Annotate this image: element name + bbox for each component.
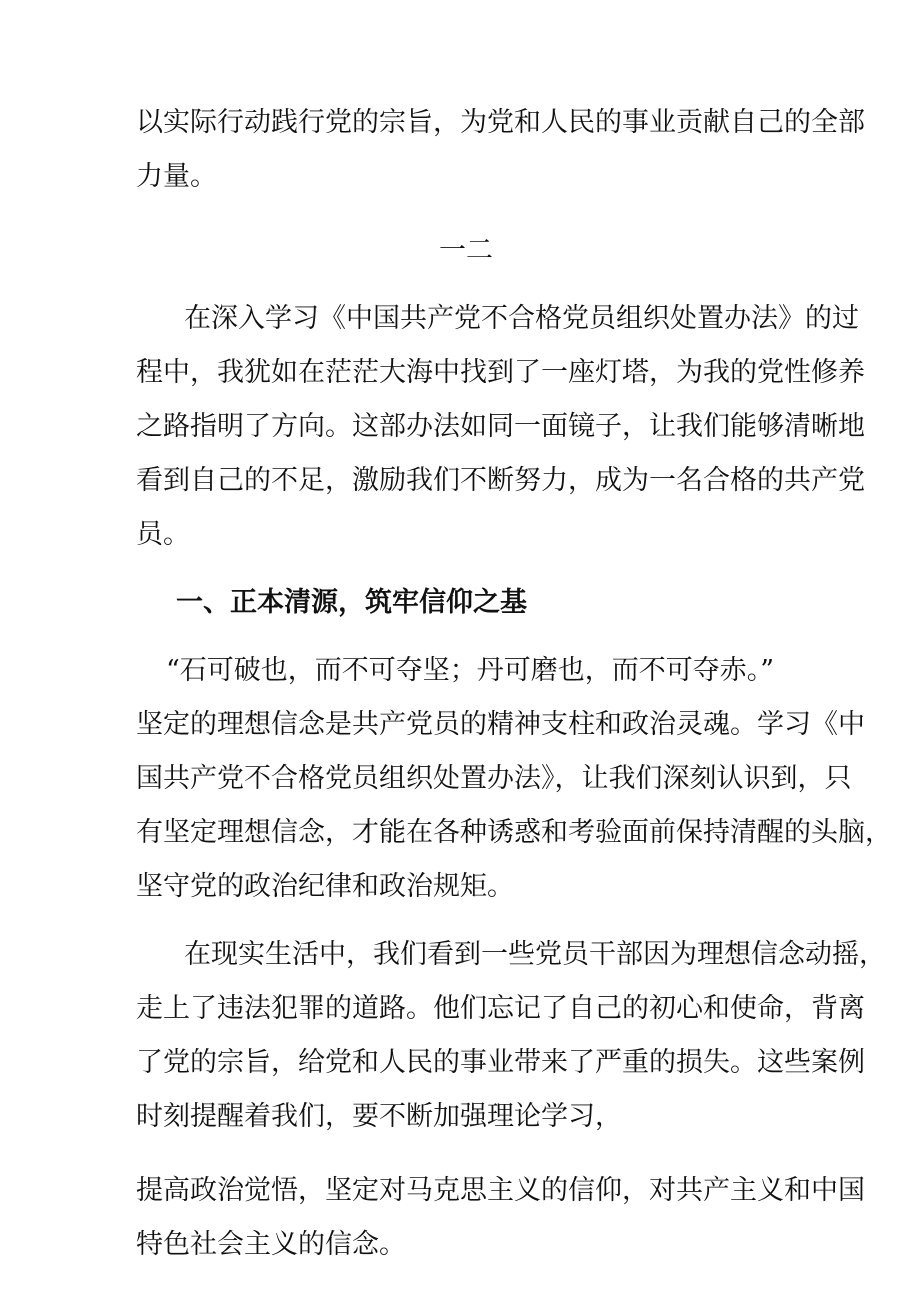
paragraph-line: 有坚定理想信念，才能在各种诱惑和考验面前保持清醒的头脑， bbox=[136, 817, 892, 848]
paragraph-line: 在深入学习《中国共产党不合格党员组织处置办法》的过 bbox=[184, 303, 859, 334]
paragraph-line: 以实际行动践行党的宗旨，为党和人民的事业贡献自己的全部 bbox=[136, 107, 865, 138]
paragraph-line: 时刻提醒着我们，要不断加强理论学习， bbox=[136, 1101, 622, 1132]
paragraph-line: 力量。 bbox=[136, 161, 217, 192]
paragraph-line: 之路指明了方向。这部办法如同一面镜子，让我们能够清晰地 bbox=[136, 411, 865, 442]
paragraph-line: 程中，我犹如在茫茫大海中找到了一座灯塔，为我的党性修养 bbox=[136, 357, 865, 388]
paragraph-line: 走上了违法犯罪的道路。他们忘记了自己的初心和使命，背离 bbox=[136, 993, 865, 1024]
section-heading: 一、正本清源，筑牢信仰之基 bbox=[176, 587, 527, 618]
paragraph-line: 坚定的理想信念是共产党员的精神支柱和政治灵魂。学习《中 bbox=[136, 709, 865, 740]
paragraph-line: 国共产党不合格党员组织处置办法》，让我们深刻认识到，只 bbox=[136, 763, 852, 794]
paragraph-line: 坚守党的政治纪律和政治规矩。 bbox=[136, 871, 514, 902]
paragraph-line: 提高政治觉悟，坚定对马克思主义的信仰，对共产主义和中国 bbox=[136, 1175, 865, 1206]
paragraph-line: 了党的宗旨，给党和人民的事业带来了严重的损失。这些案例 bbox=[136, 1047, 865, 1078]
paragraph-line: 特色社会主义的信念。 bbox=[136, 1229, 406, 1260]
section-number: 一二 bbox=[439, 235, 493, 266]
paragraph-line: 员。 bbox=[136, 519, 190, 550]
paragraph-line: 在现实生活中，我们看到一些党员干部因为理想信念动摇， bbox=[184, 939, 886, 970]
quote-line: “石可破也，而不可夺坚；丹可磨也，而不可夺赤。” bbox=[166, 655, 775, 686]
paragraph-line: 看到自己的不足，激励我们不断努力，成为一名合格的共产党 bbox=[136, 465, 865, 496]
document-page bbox=[136, 96, 892, 1272]
